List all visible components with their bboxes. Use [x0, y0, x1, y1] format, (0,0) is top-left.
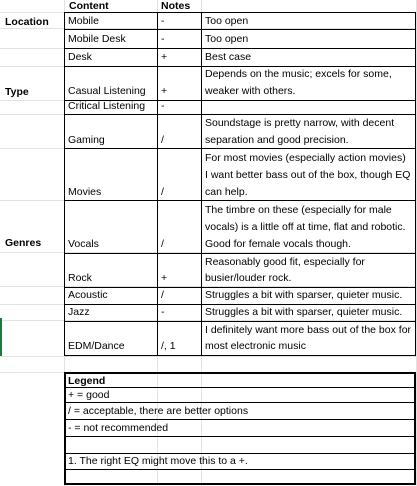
table-row-comment-line: busier/louder rock. [205, 272, 292, 284]
table-row-content: Gaming [68, 134, 105, 146]
legend-item: / = acceptable, there are better options [68, 405, 249, 417]
legend-footnote: 1. The right EQ might move this to a +. [68, 455, 248, 467]
table-row-content: Casual Listening [68, 85, 146, 97]
table-row-notes: / [161, 134, 164, 146]
table-row-notes: - [161, 306, 165, 318]
table-row-notes: /, 1 [161, 340, 176, 352]
table-row-notes: + [161, 51, 168, 63]
table-row-comment-line: weaker with others. [205, 85, 296, 97]
table-row-content: Acoustic [68, 289, 108, 301]
table-row-content: Vocals [68, 238, 99, 250]
table-row-comment-line: Soundstage is pretty narrow, with decent [205, 117, 395, 129]
table-row-comment-line: separation and good precision. [205, 134, 349, 146]
table-row-comment: Struggles a bit with sparser, quieter music. [205, 306, 403, 318]
table-row-content: Critical Listening [68, 100, 146, 112]
table-row-notes: + [161, 85, 168, 97]
table-row-comment-line: The timbre on these (especially for male [205, 204, 392, 216]
row-accent-bar [0, 318, 2, 356]
table-row-comment-line: can help. [205, 186, 248, 198]
legend-item: + = good [68, 389, 110, 401]
table-row-comment-line: Depends on the music; excels for some, [205, 68, 392, 80]
table-row-comment-line: Reasonably good fit, especially for [205, 256, 365, 268]
table-row-comment-line: vocals) is a little off at time, flat and robotic. [205, 221, 406, 233]
legend-item: - = not recommended [68, 422, 169, 434]
table-row-content: Mobile Desk [68, 33, 126, 45]
table-row-comment-line: Good for female vocals though. [205, 238, 351, 250]
table-row-notes: / [161, 289, 164, 301]
section-genres: Genres [5, 237, 42, 249]
table-row-content: Mobile [68, 15, 99, 27]
section-type: Type [5, 86, 29, 98]
table-row-comment-line: For most movies (especially action movies) [205, 152, 406, 164]
table-row-comment: Too open [205, 33, 249, 45]
table-row-content: EDM/Dance [68, 340, 125, 352]
table-row-notes: + [161, 272, 168, 284]
header-content: Content [69, 0, 109, 12]
section-location: Location [5, 16, 49, 28]
table-row-notes: / [161, 186, 164, 198]
table-row-content: Desk [68, 51, 92, 63]
table-row-notes: - [161, 33, 165, 45]
table-row-notes: / [161, 238, 164, 250]
table-row-notes: - [161, 100, 165, 112]
table-row-comment: Best case [205, 51, 252, 63]
table-row-content: Rock [68, 272, 92, 284]
table-row-content: Movies [68, 186, 102, 198]
table-row-comment-line: most electronic music [205, 340, 306, 352]
table-row-content: Jazz [68, 306, 90, 318]
table-row-comment-line: I want better bass out of the box, though EQ [205, 169, 411, 181]
legend-title: Legend [68, 375, 106, 387]
table-row-comment-line: I definitely want more bass out of the box for [205, 324, 412, 336]
table-row-comment: Too open [205, 15, 249, 27]
header-notes: Notes [161, 0, 191, 12]
table-row-comment: Struggles a bit with sparser, quieter music. [205, 289, 403, 301]
table-row-notes: - [161, 15, 165, 27]
